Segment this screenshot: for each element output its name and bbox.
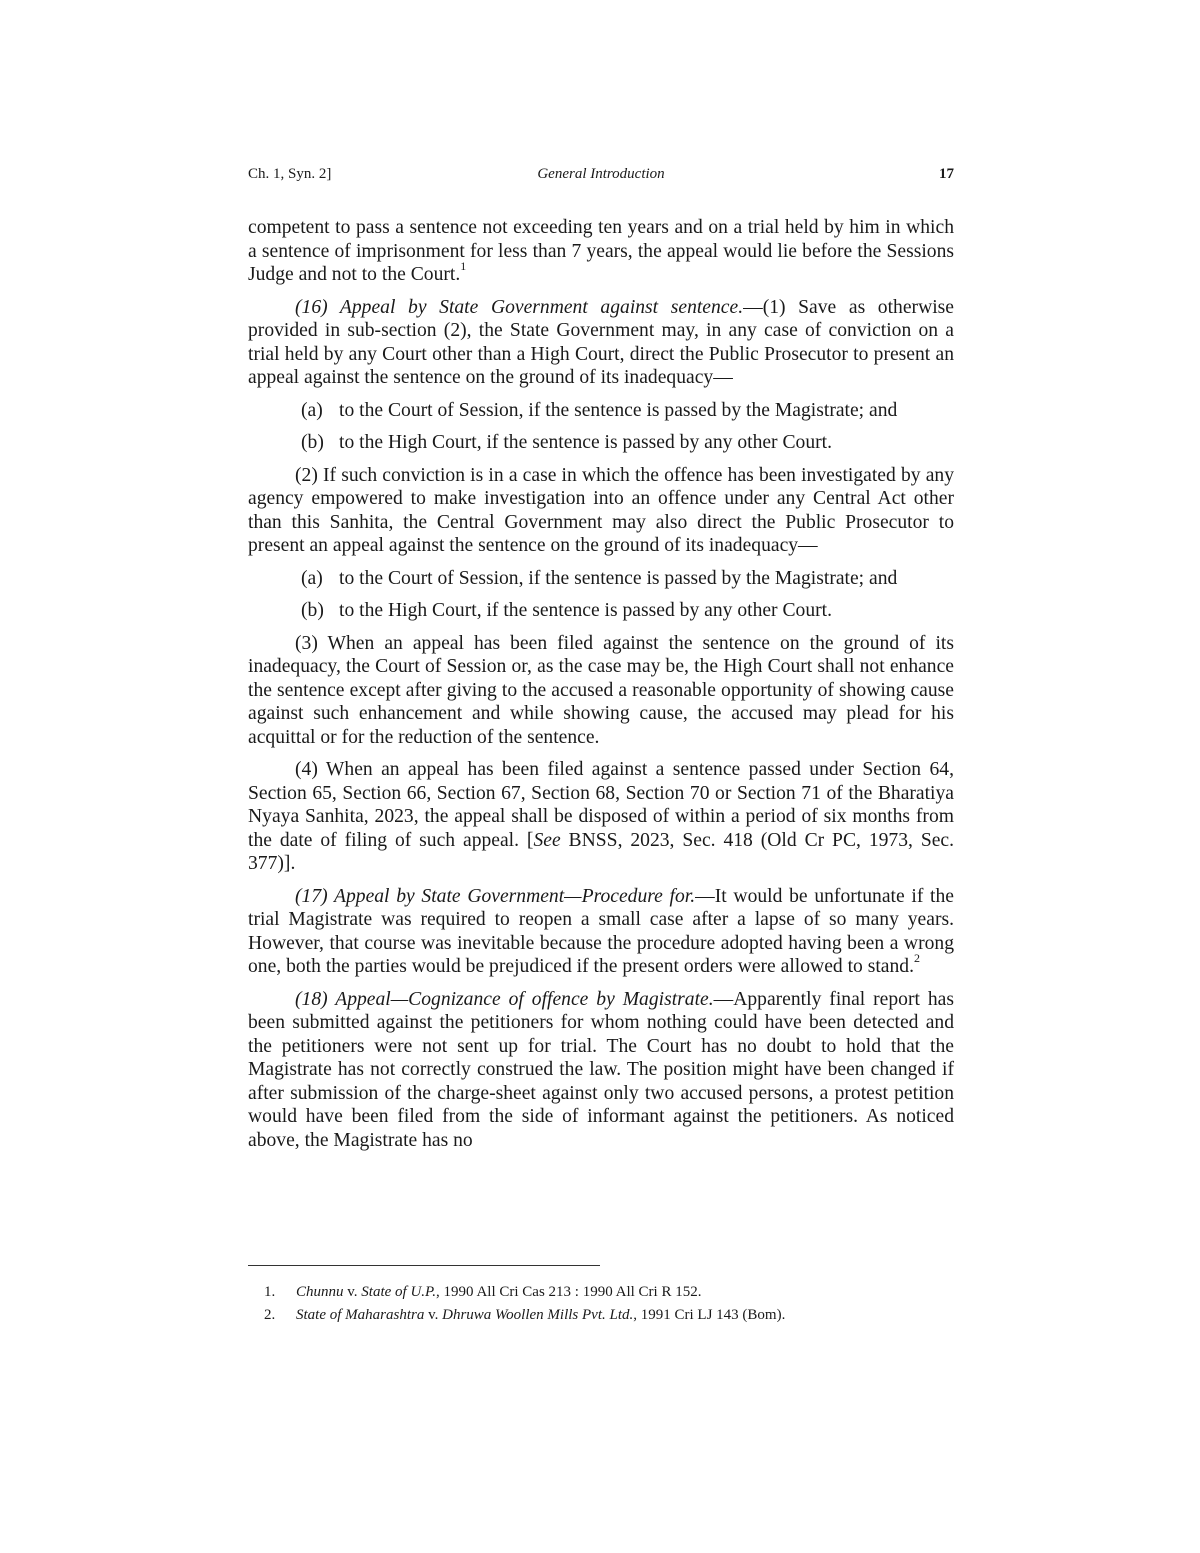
running-header bbox=[248, 166, 954, 190]
paragraph-continuation: competent to pass a sentence not exceeding ten years and on a trial held by him in which a sentence of imprisonment for less than 7 years, the appeal would lie before the Sessions Judge and not to the Court.$^1$ bbox=[248, 217, 954, 285]
footnote-2: 2. State of Maharashtra v. Dhruwa Woollen Mills Pvt. Ltd., 1991 Cri LJ 143 (Bom). bbox=[264, 1307, 786, 1323]
list-item: (b) to the High Court, if the sentence is passed by any other Court. bbox=[301, 600, 833, 621]
item-label: (a) bbox=[301, 567, 323, 589]
heading-16: (16) Appeal by State Government against sentence. bbox=[295, 296, 744, 318]
footnote-1: 1. Chunnu v. State of U.P., 1990 All Cri Cas 213 : 1990 All Cri R 152. bbox=[264, 1284, 702, 1300]
item-label: (b) bbox=[301, 600, 324, 621]
running-title: General Introduction bbox=[537, 166, 665, 182]
heading-17: (17) Appeal by State Government—Procedure for. bbox=[295, 885, 696, 907]
page-number: 17 bbox=[939, 166, 954, 182]
footnote-divider bbox=[248, 1265, 600, 1266]
footnote-ref-1[interactable]: 1 bbox=[460, 259, 467, 274]
item-label: (b) bbox=[301, 432, 324, 453]
paragraph-18: (18) Appeal—Cognizance of offence by Magistrate.—Apparently final report has been submitted against the petitioners for whom nothing could have been detected and the petitioners were not sent up for trial. The Court has no doubt to hold that the Magistrate has not correctly construed the law. The position might have been changed if after submission of the charge-sheet against only two accused persons, a protest petition would have been filed from the side of informant against the petitioners. As noticed above, the Magistrate has no bbox=[248, 988, 954, 1151]
item-label: (a) bbox=[301, 399, 323, 421]
paragraph-16-2: (2) If such conviction is in a case in which the offence has been investigated by any agency empowered to make investigation into an offence under any Central Act other than this Sanhita, the Central Government may also direct the Public Prosecutor to present an appeal against the sentence on the ground of its inadequacy— bbox=[248, 464, 954, 556]
body-text bbox=[248, 216, 954, 1161]
list-item: (a) to the Court of Session, if the sentence is passed by the Magistrate; and bbox=[301, 399, 898, 421]
list-item: (a) to the Court of Session, if the sentence is passed by the Magistrate; and bbox=[301, 567, 898, 589]
paragraph-16-3: (3) When an appeal has been filed against the sentence on the ground of its inadequacy, the Court of Session or, as the case may be, the High Court shall not enhance the sentence except after giving to the accused a reasonable opportunity of showing cause against such enhancement and while showing cause, the accused may plead for his acquittal or for the reduction of the sentence. bbox=[248, 632, 954, 748]
list-item: (b) to the High Court, if the sentence is passed by any other Court. bbox=[301, 432, 833, 453]
footnotes bbox=[248, 1281, 954, 1327]
paragraph-17: (17) Appeal by State Government—Procedure for.—It would be unfortunate if the trial Magistrate was required to reopen a small case after a lapse of so many years. However, that course was inevitable because the procedure adopted having been a wrong one, both the parties would be prejudiced if the present orders were allowed to stand.$^2$ bbox=[248, 885, 954, 977]
paragraph-16-4: (4) When an appeal has been filed against a sentence passed under Section 64, Section 65, Section 66, Section 67, Section 68, Section 70 or Section 71 of the Bharatiya Nyaya Sanhita, 2023, the appeal shall be disposed of within a period of six months from the date of filing of such appeal. [See BNSS, 2023, Sec. 418 (Old Cr PC, 1973, Sec. 377)]. bbox=[248, 759, 955, 874]
heading-18: (18) Appeal—Cognizance of offence by Magistrate. bbox=[295, 988, 714, 1010]
footnote-ref-2[interactable]: 2 bbox=[913, 951, 920, 966]
chapter-reference: Ch. 1, Syn. 2] bbox=[248, 166, 332, 182]
paragraph-16: (16) Appeal by State Government against sentence.—(1) Save as otherwise provided in sub-section (2), the State Government may, in any case of conviction on a trial held by any Court other than a High Court, direct the Public Prosecutor to present an appeal against the sentence on the ground of its inadequacy— bbox=[248, 296, 954, 388]
